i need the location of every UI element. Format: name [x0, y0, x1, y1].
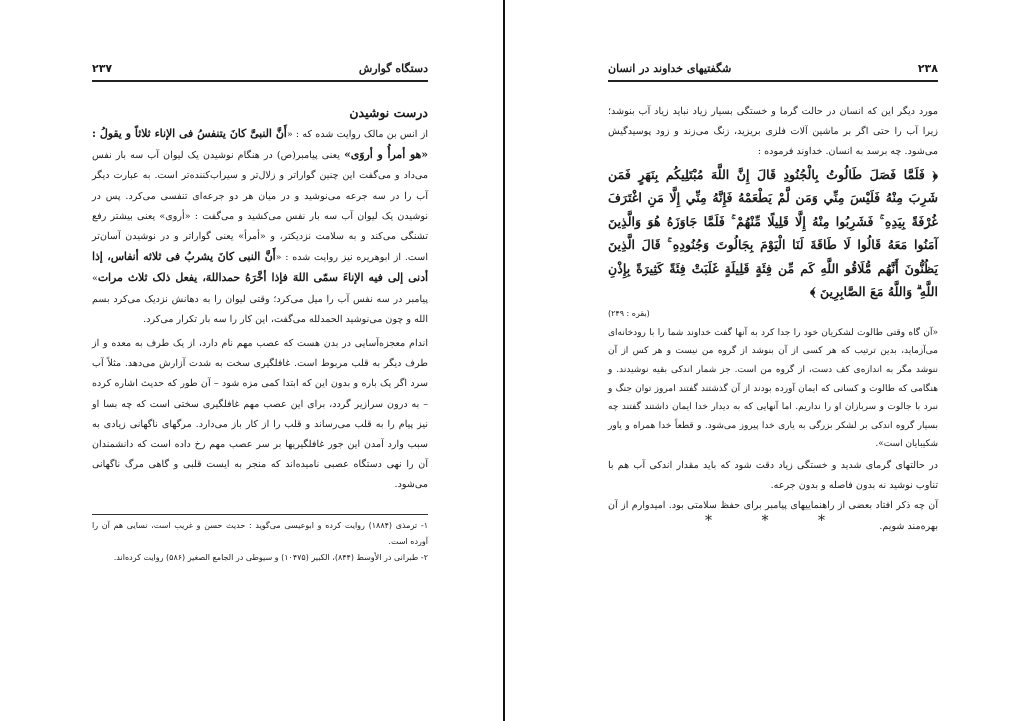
right-page-header — [608, 60, 938, 82]
star-glyph: * — [705, 513, 712, 529]
paragraph-text: از انس بن مالک روایت شده که : « — [286, 129, 428, 140]
star-glyph: * — [818, 513, 825, 529]
page-number: ۲۳۷ — [92, 62, 113, 75]
hadith-text: «هو أمرأُ و أروَی» — [344, 148, 428, 162]
footnote-rule — [92, 514, 428, 515]
section-heading: درست نوشیدن — [349, 105, 428, 120]
left-page-body — [92, 102, 428, 496]
footnote: ۱- ترمذی (۱۸۸۴) روایت کرده و ابوعیسی می‌گوید : حدیث حسن و غریب است، نسایی هم آن را آورده است. — [92, 521, 429, 546]
paragraph-text: » پیامبر در سه نفس آب را میل می‌کرد؛ وقتی لیوان را به دهانش نزدیک می‌کرد بسم الله و چون می‌نوشید الحمدلله می‌گفت، این کار را سه بار تکرار می‌کرد. — [92, 273, 428, 325]
star-glyph: * — [761, 513, 769, 529]
section-end-stars — [705, 513, 825, 529]
paragraph: آن چه ذکر افتاد بعضی از راهنماییهای پیامبر برای حفظ سلامتی بود. امیدوارم از آن بهره‌مند شویم. — [608, 500, 938, 532]
verse-reference: (بقره : ۲۴۹) — [608, 308, 650, 318]
footnote: ۲- طبرانی در الأوسط (۸۴۴)، الکبیر (۱۰۴۷۵) و سیوطی در الجامع الصغیر (۵۸۶) روایت کرده‌اند. — [113, 553, 428, 562]
verse-translation: «آن گاه وقتی طالوت لشکریان خود را جدا کرد به آنها گفت خداوند شما را با رودخانه‌ای می‌آزماید، بدین ترتیب که هر کسی از آن بنوشد از گروه من نیست و هر کس از آن ننوشد مگر به اندازه‌ی کف دست، از گروه من است. جز شمار اندکی بقیه نوشیدند. و هنگامی که طالوت و کسانی که ایمان آورده بودند از آن گذشتند گفتند امروز توان جنگ و نبرد با جالوت و سربازان او را نداریم. اما آنهایی که به دیدار خدا ایمان داشتند گفتند چه بسیار گروه اندکی بر لشکر بزرگی به یاری خدا پیروز می‌شود. و قطعاً خدا همراه و یاور شکیبایان است». — [608, 327, 938, 450]
running-title: شگفتیهای خداوند در انسان — [608, 62, 732, 75]
hadith-text: أَنَّ النبیَّ کانَ یتنفسُ فی الإناء ثلاثاً و یقولُ : — [92, 127, 287, 140]
paragraph: در حالتهای گرمای شدید و خستگی زیاد دقت شود که باید مقدار اندکی آب هم با تناوب نوشید نه بدون فاصله و بدون جرعه. — [608, 459, 938, 492]
quran-verse: ﴿ فَلَمَّا فَصَلَ طَالُوتُ بِالْجُنُودِ قَالَ إِنَّ اللَّهَ مُبْتَلِيكُم بِنَهَرٍ فَمَن شَرِبَ مِنْهُ فَلَيْسَ مِنِّي وَمَن لَّمْ يَطْعَمْهُ فَإِنَّهُ مِنِّي إِلَّا مَنِ اغْتَرَفَ غُرْفَةً بِيَدِهِ ۚ فَشَرِبُوا مِنْهُ إِلَّا قَلِيلًا مِّنْهُمْ ۚ فَلَمَّا جَاوَزَهُ هُوَ وَالَّذِينَ آمَنُوا مَعَهُ قَالُوا لَا طَاقَةَ لَنَا الْيَوْمَ بِجَالُوتَ وَجُنُودِهِ ۚ قَالَ الَّذِينَ يَظُنُّونَ أَنَّهُم مُّلَاقُو اللَّهِ كَم مِّن فِئَةٍ قَلِيلَةٍ غَلَبَتْ فِئَةً كَثِيرَةً بِإِذْنِ اللَّهِ ۗ وَاللَّهُ مَعَ الصَّابِرِينَ ﴾ — [608, 166, 938, 300]
footnotes — [92, 518, 428, 566]
verse-reference-wrap — [608, 304, 938, 324]
right-page — [505, 0, 1010, 721]
paragraph: مورد دیگر این که انسان در حالت گرما و خستگی بسیار زیاد نباید زیاد آب بنوشد؛ زیرا آب را حتی اگر بر ماشین آلات فلزی بریزید، زنگ می‌زند و زود پوسیدگیش می‌شود. چه برسد به انسان. خداوند فرموده : — [608, 106, 938, 158]
paragraph: اندام معجزه‌آسایی در بدن هست که عصب مهم نام دارد، از یک طرف به معده و از طرف دیگر به قلب مربوط است. غافلگیری سخت به شدت آزارش می‌دهد. مثلاً آب سرد اگر یک باره و بدون این که ابتدا کمی مزه شود – آن طور که حدیث اشاره کرده – به درون سرازیر گردد، برای این عصب مهم غافلگیری سختی است که چه بسا او نیز پیام را به قلب می‌رساند و قلب را از کار باز می‌دارد. مرگهای ناگهانی زیادی به سبب وارد آمدن این جور غافلگیریها بر سر عصب مهم رخ داده است که دانشمندان آن را نهی دستگاه عصبی نامیده‌اند که منجر به ایست قلبی و گاهی مرگ ناگهانی می‌شود. — [92, 338, 428, 491]
header-rule — [608, 80, 938, 82]
page-number: ۲۳۸ — [917, 62, 938, 75]
left-page-header — [92, 60, 428, 82]
paragraph — [92, 124, 428, 330]
header-rule — [92, 80, 428, 82]
hadith-text: أَنَّ النبی کانَ یشربُ فی ثلاثه أنفاس، إذا أدنی إلی فیه الإناءَ سمّی اللهَ فإذا أخَّرَهُ حمداللهَ، یفعل ذلک ثلاث مرات — [92, 250, 428, 285]
paragraph-text: یعنی پیامبر(ص) در هنگام نوشیدن یک لیوان آب سه بار نفس می‌داد و می‌گفت این چنین گواراتر و زلال‌تر و سیراب‌کننده‌تر است. به عبارت دیگر آب را در سه جرعه می‌نوشید و در میان هر دو جرعه‌ای تنفسی می‌کرد. پس در نوشیدن یک لیوان آب سه بار نفس می‌کشید و می‌گفت : «أروی» یعنی بیشتر رفع تشنگی می‌کند و به سلامت نزدیکتر، و «أمرأ» یعنی گواراتر و در نوشیدن آسان‌تر است. از ابوهریره نیز روایت شده : « — [92, 150, 428, 264]
right-page-body — [608, 102, 938, 537]
running-title: دستگاه گوارش — [358, 62, 428, 75]
